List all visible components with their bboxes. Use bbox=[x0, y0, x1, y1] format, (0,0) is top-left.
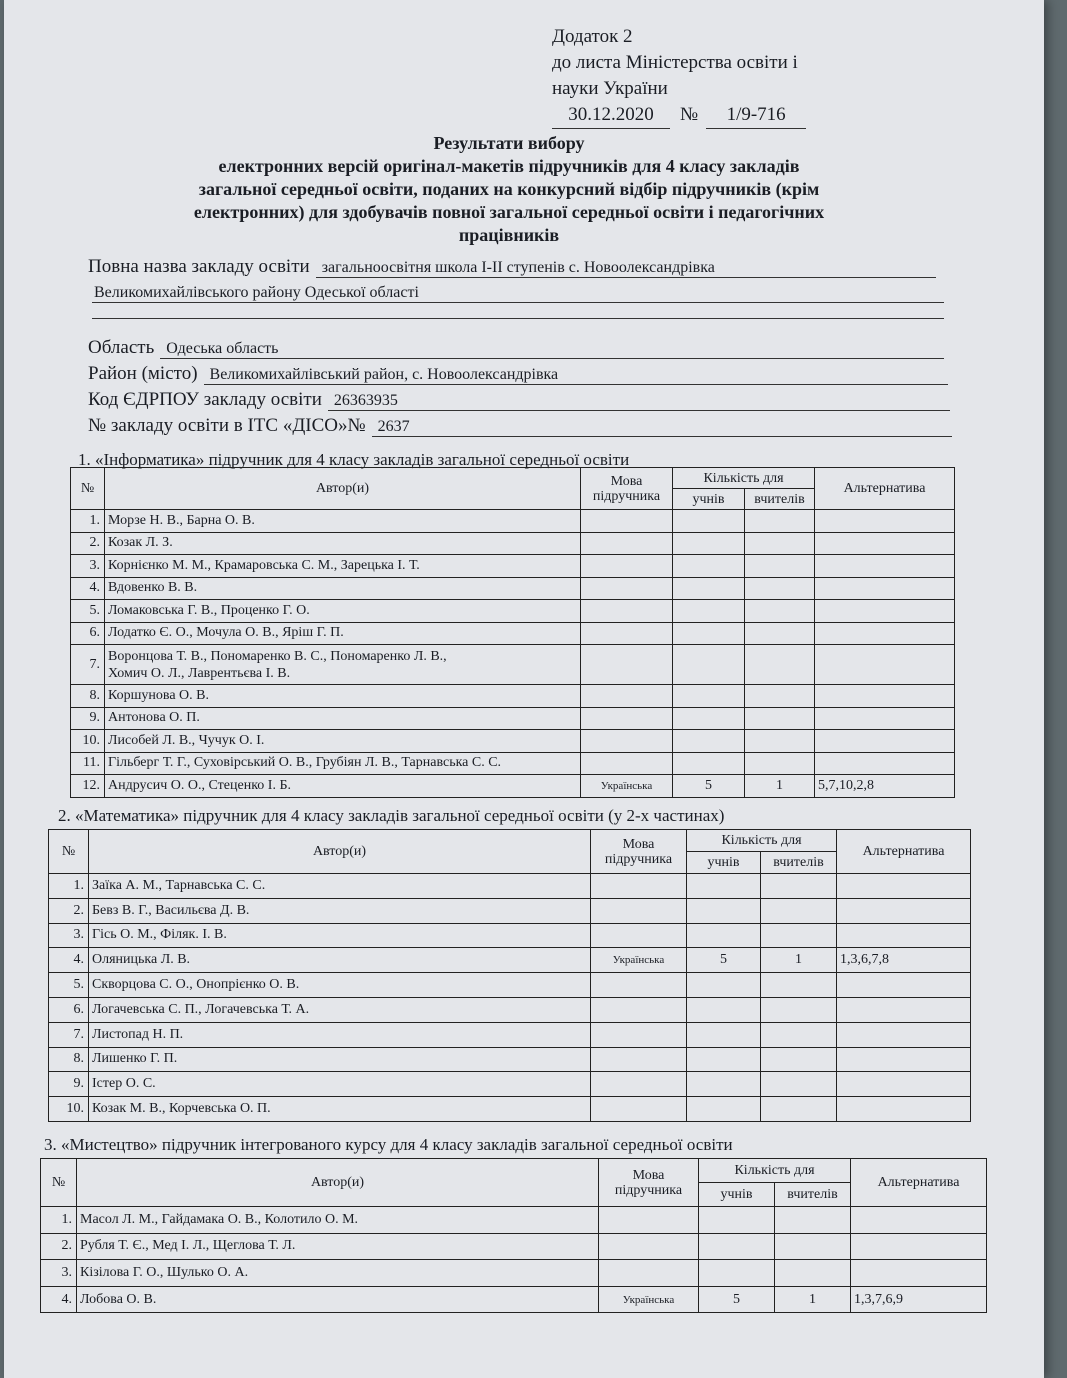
row-number: 2. bbox=[49, 898, 89, 923]
full-name-field-2 bbox=[92, 284, 944, 303]
row-authors: Бевз В. Г., Васильєва Д. В. bbox=[89, 898, 591, 923]
row-pupils-count bbox=[687, 1047, 761, 1072]
table-row bbox=[71, 645, 955, 685]
row-authors: Оляницька Л. В. bbox=[89, 948, 591, 973]
col-num-header: № bbox=[49, 830, 89, 874]
row-number: 4. bbox=[41, 1286, 77, 1313]
region-label: Область bbox=[88, 337, 155, 358]
district-field bbox=[88, 363, 948, 385]
row-authors: Гісь О. М., Філяк. І. В. bbox=[89, 923, 591, 948]
row-alternatives bbox=[815, 577, 955, 600]
appendix-line-3: науки України bbox=[552, 78, 668, 99]
region-value: Одеська область bbox=[160, 340, 944, 359]
row-teachers-count bbox=[761, 1047, 837, 1072]
row-authors: Лисобей Л. В., Чучук О. І. bbox=[105, 730, 581, 753]
table-row bbox=[49, 1097, 971, 1122]
row-authors: Козак М. В., Корчевська О. П. bbox=[89, 1097, 591, 1122]
row-number: 7. bbox=[71, 645, 105, 685]
row-teachers-count bbox=[761, 1097, 837, 1122]
row-alternatives bbox=[837, 973, 971, 998]
col-lang-header: Мова підручника bbox=[581, 468, 673, 510]
row-number: 8. bbox=[71, 685, 105, 708]
section-2-table bbox=[48, 829, 971, 1122]
row-teachers-count bbox=[745, 555, 815, 578]
table-row bbox=[49, 874, 971, 899]
col-pupils-header: учнів bbox=[687, 852, 761, 874]
row-language bbox=[591, 973, 687, 998]
blank-line bbox=[92, 318, 944, 319]
row-pupils-count bbox=[673, 600, 745, 623]
row-alternatives bbox=[837, 923, 971, 948]
row-pupils-count bbox=[673, 730, 745, 753]
col-teachers-header: вчителів bbox=[775, 1183, 851, 1207]
col-qty-header: Кількість для bbox=[699, 1159, 851, 1183]
row-language: Українська bbox=[599, 1286, 699, 1313]
row-alternatives bbox=[851, 1207, 987, 1234]
row-teachers-count bbox=[745, 510, 815, 533]
row-language bbox=[591, 923, 687, 948]
col-authors-header: Автор(и) bbox=[89, 830, 591, 874]
row-number: 1. bbox=[71, 510, 105, 533]
letter-number: 1/9-716 bbox=[706, 102, 806, 129]
row-authors bbox=[105, 645, 581, 685]
table-row bbox=[71, 555, 955, 578]
table-row bbox=[71, 532, 955, 555]
edrpou-value: 26363935 bbox=[328, 392, 950, 411]
table-row bbox=[49, 1072, 971, 1097]
row-language bbox=[581, 707, 673, 730]
row-authors-line-2: Хомич О. Л., Лаврентьєва І. В. bbox=[108, 665, 291, 681]
row-authors: Скворцова С. О., Онопрієнко О. В. bbox=[89, 973, 591, 998]
table-row bbox=[71, 685, 955, 708]
table-row bbox=[71, 622, 955, 645]
row-pupils-count bbox=[687, 997, 761, 1022]
row-number: 10. bbox=[49, 1097, 89, 1122]
row-pupils-count bbox=[673, 622, 745, 645]
row-number: 6. bbox=[71, 622, 105, 645]
row-number: 1. bbox=[41, 1207, 77, 1234]
table-row bbox=[49, 973, 971, 998]
row-authors: Листопад Н. П. bbox=[89, 1022, 591, 1047]
document-page bbox=[4, 0, 1044, 1378]
row-authors: Кізілова Г. О., Шулько О. А. bbox=[77, 1260, 599, 1287]
row-authors: Вдовенко В. В. bbox=[105, 577, 581, 600]
row-pupils-count: 5 bbox=[673, 775, 745, 798]
row-teachers-count bbox=[761, 898, 837, 923]
document-title bbox=[94, 132, 924, 247]
row-alternatives bbox=[815, 510, 955, 533]
row-pupils-count: 5 bbox=[687, 948, 761, 973]
disco-value: 2637 bbox=[372, 418, 952, 437]
table-row bbox=[41, 1286, 987, 1313]
table-row bbox=[49, 1022, 971, 1047]
row-number: 3. bbox=[49, 923, 89, 948]
row-teachers-count: 1 bbox=[775, 1286, 851, 1313]
row-authors: Заїка А. М., Тарнавська С. С. bbox=[89, 874, 591, 899]
row-pupils-count bbox=[673, 555, 745, 578]
row-teachers-count bbox=[761, 973, 837, 998]
row-language bbox=[581, 577, 673, 600]
col-qty-header: Кількість для bbox=[687, 830, 837, 852]
row-authors: Рубля Т. Є., Мед І. Л., Щеглова Т. Л. bbox=[77, 1233, 599, 1260]
district-value: Великомихайлівський район, с. Новоолександрівка bbox=[204, 366, 948, 385]
row-number: 1. bbox=[49, 874, 89, 899]
col-authors-header: Автор(и) bbox=[105, 468, 581, 510]
col-alt-header: Альтернатива bbox=[851, 1159, 987, 1207]
col-authors-header: Автор(и) bbox=[77, 1159, 599, 1207]
row-teachers-count bbox=[745, 577, 815, 600]
table-row bbox=[49, 948, 971, 973]
col-alt-header: Альтернатива bbox=[837, 830, 971, 874]
row-alternatives bbox=[815, 707, 955, 730]
row-alternatives bbox=[815, 600, 955, 623]
col-pupils-header: учнів bbox=[699, 1183, 775, 1207]
row-alternatives bbox=[837, 874, 971, 899]
row-pupils-count bbox=[699, 1233, 775, 1260]
letter-number-label: № bbox=[680, 104, 699, 125]
row-language bbox=[599, 1207, 699, 1234]
row-alternatives: 1,3,7,6,9 bbox=[851, 1286, 987, 1313]
row-pupils-count bbox=[673, 752, 745, 775]
section-3-table bbox=[40, 1158, 987, 1313]
row-alternatives bbox=[837, 1072, 971, 1097]
row-alternatives bbox=[837, 1022, 971, 1047]
region-field bbox=[88, 337, 944, 359]
row-pupils-count bbox=[699, 1260, 775, 1287]
row-authors: Гільберг Т. Г., Суховірський О. В., Грубіян Л. В., Тарнавська С. С. bbox=[105, 752, 581, 775]
row-pupils-count bbox=[687, 874, 761, 899]
row-number: 3. bbox=[71, 555, 105, 578]
row-authors: Корнієнко М. М., Крамаровська С. М., Зарецька І. Т. bbox=[105, 555, 581, 578]
row-language bbox=[591, 898, 687, 923]
row-alternatives bbox=[815, 730, 955, 753]
row-number: 4. bbox=[49, 948, 89, 973]
row-number: 10. bbox=[71, 730, 105, 753]
table-row bbox=[49, 1047, 971, 1072]
row-number: 9. bbox=[71, 707, 105, 730]
row-authors: Козак Л. З. bbox=[105, 532, 581, 555]
row-alternatives bbox=[837, 898, 971, 923]
row-language bbox=[581, 685, 673, 708]
row-language bbox=[599, 1233, 699, 1260]
appendix-line-2: до листа Міністерства освіти і bbox=[552, 52, 798, 73]
table-row bbox=[71, 752, 955, 775]
row-authors: Андрусич О. О., Стеценко І. Б. bbox=[105, 775, 581, 798]
row-alternatives bbox=[815, 532, 955, 555]
row-teachers-count bbox=[761, 1072, 837, 1097]
row-authors: Логачевська С. П., Логачевська Т. А. bbox=[89, 997, 591, 1022]
full-name-value: загальноосвітня школа І-ІІ ступенів с. Новоолександрівка bbox=[316, 259, 936, 278]
full-name-field bbox=[88, 256, 936, 278]
row-language bbox=[591, 874, 687, 899]
edrpou-field bbox=[88, 389, 950, 411]
table-row bbox=[71, 577, 955, 600]
row-language bbox=[591, 997, 687, 1022]
table-row bbox=[49, 997, 971, 1022]
row-language bbox=[581, 555, 673, 578]
row-alternatives bbox=[815, 685, 955, 708]
row-pupils-count bbox=[687, 1072, 761, 1097]
section-2-title: 2. «Математика» підручник для 4 класу закладів загальної середньої освіти (у 2-х частинах) bbox=[58, 806, 725, 825]
row-language: Українська bbox=[591, 948, 687, 973]
appendix-header bbox=[552, 24, 806, 129]
table-row bbox=[49, 898, 971, 923]
row-teachers-count bbox=[745, 707, 815, 730]
row-alternatives bbox=[837, 1047, 971, 1072]
row-teachers-count: 1 bbox=[745, 775, 815, 798]
title-line-1: Результати вибору bbox=[433, 133, 585, 153]
row-pupils-count bbox=[687, 923, 761, 948]
row-teachers-count bbox=[745, 645, 815, 685]
row-language bbox=[581, 645, 673, 685]
row-teachers-count bbox=[761, 874, 837, 899]
row-language bbox=[591, 1022, 687, 1047]
row-authors: Лодатко Є. О., Мочула О. В., Яріш Г. П. bbox=[105, 622, 581, 645]
row-alternatives bbox=[815, 555, 955, 578]
row-alternatives bbox=[851, 1260, 987, 1287]
row-number: 5. bbox=[71, 600, 105, 623]
disco-label: № закладу освіти в ІТС «ДІСО»№ bbox=[88, 415, 366, 436]
row-teachers-count bbox=[745, 730, 815, 753]
row-teachers-count bbox=[745, 685, 815, 708]
row-alternatives bbox=[815, 645, 955, 685]
row-alternatives bbox=[851, 1233, 987, 1260]
letter-date: 30.12.2020 bbox=[552, 102, 670, 129]
row-number: 12. bbox=[71, 775, 105, 798]
row-teachers-count bbox=[745, 600, 815, 623]
row-language bbox=[591, 1097, 687, 1122]
row-teachers-count bbox=[761, 1022, 837, 1047]
row-pupils-count bbox=[687, 898, 761, 923]
col-pupils-header: учнів bbox=[673, 489, 745, 510]
row-authors: Масол Л. М., Гайдамака О. В., Колотило О. М. bbox=[77, 1207, 599, 1234]
row-authors: Антонова О. П. bbox=[105, 707, 581, 730]
col-num-header: № bbox=[71, 468, 105, 510]
row-number: 9. bbox=[49, 1072, 89, 1097]
row-language bbox=[599, 1260, 699, 1287]
table-row bbox=[41, 1207, 987, 1234]
row-alternatives bbox=[815, 622, 955, 645]
row-alternatives bbox=[837, 997, 971, 1022]
col-num-header: № bbox=[41, 1159, 77, 1207]
table-row bbox=[71, 730, 955, 753]
table-row bbox=[71, 775, 955, 798]
table-row bbox=[41, 1233, 987, 1260]
row-teachers-count bbox=[775, 1260, 851, 1287]
col-lang-header: Мова підручника bbox=[599, 1159, 699, 1207]
row-alternatives: 5,7,10,2,8 bbox=[815, 775, 955, 798]
col-lang-header: Мова підручника bbox=[591, 830, 687, 874]
table-row bbox=[49, 923, 971, 948]
row-teachers-count bbox=[775, 1207, 851, 1234]
full-name-value-2: Великомихайлівського району Одеської області bbox=[92, 284, 944, 303]
appendix-label: Додаток 2 bbox=[552, 26, 633, 47]
title-line-5: працівників bbox=[458, 225, 560, 245]
row-authors: Ломаковська Г. В., Проценко Г. О. bbox=[105, 600, 581, 623]
section-3-title: 3. «Мистецтво» підручник інтегрованого курсу для 4 класу закладів загальної середньої освіти bbox=[44, 1135, 733, 1154]
row-number: 2. bbox=[41, 1233, 77, 1260]
row-authors: Морзе Н. В., Барна О. В. bbox=[105, 510, 581, 533]
row-language bbox=[591, 1072, 687, 1097]
title-line-4: електронних) для здобувачів повної загальної середньої освіти і педагогічних bbox=[193, 202, 825, 222]
row-alternatives: 1,3,6,7,8 bbox=[837, 948, 971, 973]
row-authors: Коршунова О. В. bbox=[105, 685, 581, 708]
row-authors: Лобова О. В. bbox=[77, 1286, 599, 1313]
table-row bbox=[71, 600, 955, 623]
letter-reference bbox=[552, 102, 806, 129]
row-teachers-count bbox=[745, 532, 815, 555]
col-qty-header: Кількість для bbox=[673, 468, 815, 489]
row-language bbox=[581, 510, 673, 533]
row-language bbox=[581, 600, 673, 623]
row-alternatives bbox=[815, 752, 955, 775]
row-pupils-count bbox=[687, 1097, 761, 1122]
row-teachers-count bbox=[761, 997, 837, 1022]
row-language bbox=[591, 1047, 687, 1072]
row-language: Українська bbox=[581, 775, 673, 798]
row-number: 11. bbox=[71, 752, 105, 775]
table-row bbox=[71, 510, 955, 533]
row-pupils-count bbox=[673, 645, 745, 685]
row-authors: Лишенко Г. П. bbox=[89, 1047, 591, 1072]
district-label: Район (місто) bbox=[88, 363, 198, 384]
row-pupils-count: 5 bbox=[699, 1286, 775, 1313]
row-number: 8. bbox=[49, 1047, 89, 1072]
row-pupils-count bbox=[673, 532, 745, 555]
row-pupils-count bbox=[699, 1207, 775, 1234]
title-line-3: загальної середньої освіти, поданих на конкурсний відбір підручників (крім bbox=[198, 179, 820, 199]
col-teachers-header: вчителів bbox=[745, 489, 815, 510]
row-teachers-count: 1 bbox=[761, 948, 837, 973]
row-number: 3. bbox=[41, 1260, 77, 1287]
row-pupils-count bbox=[687, 973, 761, 998]
row-language bbox=[581, 622, 673, 645]
section-1-table bbox=[70, 467, 955, 798]
edrpou-label: Код ЄДРПОУ закладу освіти bbox=[88, 389, 322, 410]
row-pupils-count bbox=[673, 510, 745, 533]
row-pupils-count bbox=[673, 685, 745, 708]
row-pupils-count bbox=[673, 577, 745, 600]
row-alternatives bbox=[837, 1097, 971, 1122]
row-language bbox=[581, 730, 673, 753]
row-teachers-count bbox=[745, 752, 815, 775]
row-number: 6. bbox=[49, 997, 89, 1022]
row-teachers-count bbox=[745, 622, 815, 645]
row-language bbox=[581, 752, 673, 775]
row-pupils-count bbox=[673, 707, 745, 730]
row-number: 2. bbox=[71, 532, 105, 555]
row-language bbox=[581, 532, 673, 555]
row-authors: Істер О. С. bbox=[89, 1072, 591, 1097]
col-alt-header: Альтернатива bbox=[815, 468, 955, 510]
row-authors-line-1: Воронцова Т. В., Пономаренко В. С., Пономаренко Л. В., bbox=[108, 648, 447, 664]
section-1-title: 1. «Інформатика» підручник для 4 класу закладів загальної середньої освіти bbox=[78, 450, 630, 469]
row-number: 4. bbox=[71, 577, 105, 600]
table-row bbox=[41, 1260, 987, 1287]
row-number: 5. bbox=[49, 973, 89, 998]
title-line-2: електронних версій оригінал-макетів підручників для 4 класу закладів bbox=[218, 156, 800, 176]
col-teachers-header: вчителів bbox=[761, 852, 837, 874]
row-pupils-count bbox=[687, 1022, 761, 1047]
full-name-label: Повна назва закладу освіти bbox=[88, 256, 310, 277]
disco-field bbox=[88, 415, 952, 437]
row-teachers-count bbox=[775, 1233, 851, 1260]
row-number: 7. bbox=[49, 1022, 89, 1047]
table-row bbox=[71, 707, 955, 730]
row-teachers-count bbox=[761, 923, 837, 948]
